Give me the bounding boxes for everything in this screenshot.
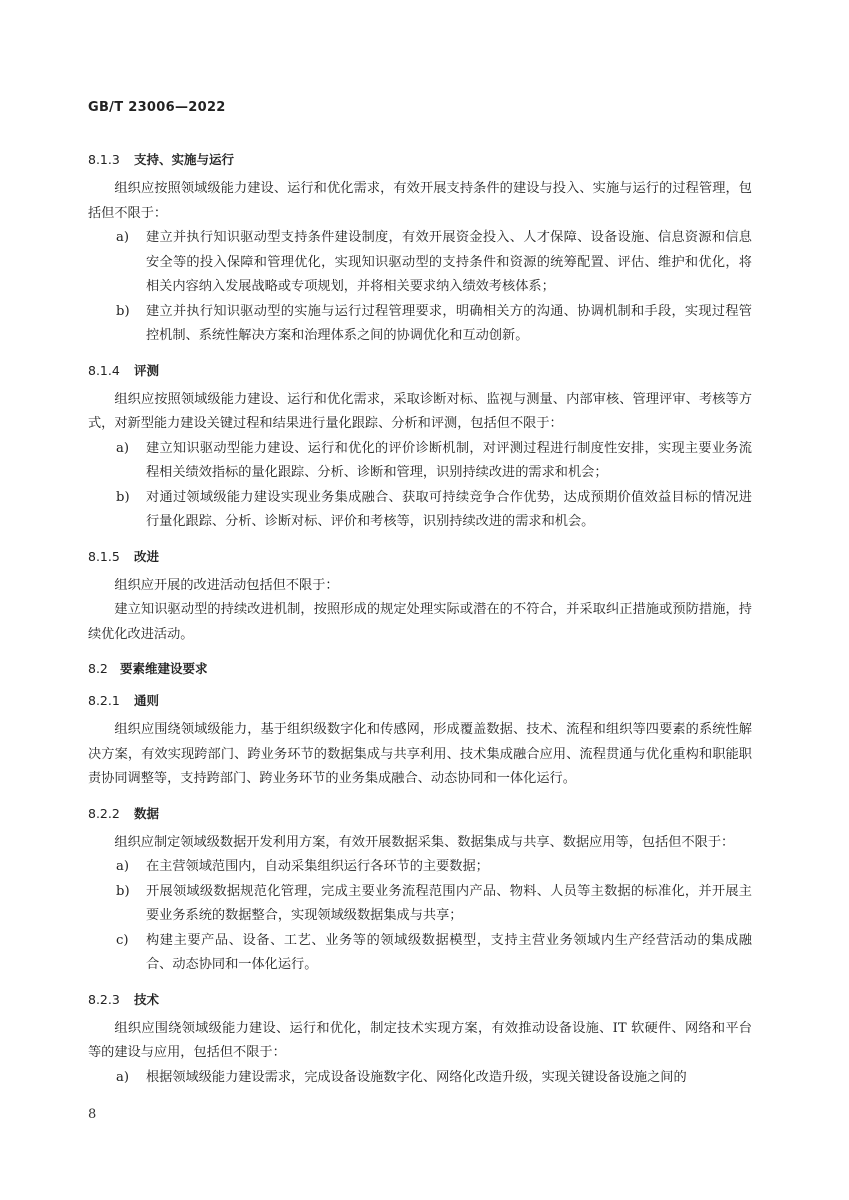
section-heading-8-1-3 — [88, 150, 752, 170]
list-item-text: 建立知识驱动型能力建设、运行和优化的评价诊断机制，对评测过程进行制度性安排，实现主要业务流程相关绩效指标的量化跟踪、分析、诊断和管理，识别持续改进的需求和机会； — [146, 440, 752, 480]
list-marker: b) — [116, 489, 130, 505]
list-item-text: 建立并执行知识驱动型支持条件建设制度，有效开展资金投入、人才保障、设备设施、信息资源和信息安全等的投入保障和管理优化，实现知识驱动型的支持条件和资源的统筹配置、评估、维护和优化，将相关内容纳入发展战略或专项规划，并将相关要求纳入绩效考核体系； — [146, 230, 752, 294]
list-marker: a) — [116, 1069, 130, 1085]
list-marker: a) — [116, 230, 130, 245]
paragraph: 组织应按照领域级能力建设、运行和优化需求，采取诊断对标、监视与测量、内部审核、管理评审、考核等方式，对新型能力建设关键过程和结果进行量化跟踪、分析和评测，包括但不限于： — [88, 391, 752, 431]
list-item-text: 对通过领域级能力建设实现业务集成融合、获取可持续竞争合作优势，达成预期价值效益目标的情况进行量化跟踪、分析、诊断对标、评价和考核等，识别持续改进的需求和机会。 — [146, 489, 752, 529]
section-number: 8.2.3 — [88, 991, 120, 1007]
list-item-text: 开展领域级数据规范化管理，完成主要业务流程范围内产品、物料、人员等主数据的标准化，并开展主要业务系统的数据整合，实现领域级数据集成与共享； — [146, 883, 752, 923]
section-heading-8-1-5 — [88, 547, 752, 567]
list-item — [88, 486, 752, 535]
section-number: 8.1.5 — [88, 548, 120, 564]
list-item — [88, 855, 752, 880]
paragraph: 组织应围绕领域级能力建设、运行和优化，制定技术实现方案，有效推动设备设施、IT 软硬件、网络和平台等的建设与应用，包括但不限于： — [88, 1020, 752, 1060]
section-number: 8.1.4 — [88, 362, 120, 378]
section-heading-8-1-4 — [88, 361, 752, 381]
section-number: 8.2.1 — [88, 693, 120, 708]
list-item — [88, 226, 752, 300]
section-number: 8.1.3 — [88, 152, 120, 167]
section-number: 8.2.2 — [88, 805, 120, 821]
list-marker: b) — [116, 883, 130, 899]
section-number: 8.2 — [88, 661, 108, 676]
list-item-text: 在主营领域范围内，自动采集组织运行各环节的主要数据； — [146, 859, 489, 874]
section-title: 支持、实施与运行 — [134, 152, 235, 167]
paragraph: 组织应开展的改进活动包括但不限于： — [114, 577, 339, 593]
standard-number-header: GB/T 23006—2022 — [88, 100, 226, 115]
paragraph: 建立知识驱动型的持续改进机制，按照形成的规定处理实际或潜在的不符合，并采取纠正措施或预防措施，持续优化改进活动。 — [88, 602, 752, 642]
section-heading-8-2-1 — [88, 691, 752, 711]
section-title: 要素维建设要求 — [120, 661, 208, 676]
page-number: 8 — [88, 1107, 97, 1122]
paragraph: 组织应制定领域级数据开发利用方案，有效开展数据采集、数据集成与共享、数据应用等，包括但不限于： — [114, 834, 735, 850]
section-title: 技术 — [134, 991, 160, 1007]
list-marker: a) — [116, 440, 130, 456]
section-heading-8-2-3 — [88, 990, 752, 1010]
list-item — [88, 929, 752, 978]
section-title: 评测 — [134, 362, 160, 378]
section-heading-8-2-2 — [88, 804, 752, 824]
paragraph: 组织应按照领域级能力建设、运行和优化需求，有效开展支持条件的建设与投入、实施与运行的过程管理，包括但不限于： — [88, 181, 752, 221]
list-marker: c) — [116, 932, 129, 948]
list-item-text: 根据领域级能力建设需求，完成设备设施数字化、网络化改造升级，实现关键设备设施之间的 — [146, 1069, 687, 1085]
list-item-text: 构建主要产品、设备、工艺、业务等的领域级数据模型，支持主营业务领域内生产经营活动的集成融合、动态协同和一体化运行。 — [146, 932, 752, 972]
section-title: 通则 — [134, 693, 160, 708]
list-item — [88, 300, 752, 349]
list-item — [88, 880, 752, 929]
list-marker: b) — [116, 303, 130, 319]
section-title: 改进 — [134, 548, 160, 564]
section-title: 数据 — [134, 805, 160, 821]
list-item — [88, 437, 752, 486]
paragraph: 组织应围绕领域级能力，基于组织级数字化和传感网，形成覆盖数据、技术、流程和组织等四要素的系统性解决方案，有效实现跨部门、跨业务环节的数据集成与共享利用、技术集成融合应用、流程贯通与优化重构和职能职责协同调整等，支持跨部门、跨业务环节的业务集成融合、动态协同和一体化运行。 — [88, 722, 752, 786]
main-content — [88, 150, 752, 1090]
section-heading-8-2 — [88, 659, 752, 679]
list-item — [88, 1066, 752, 1091]
list-marker: a) — [116, 859, 130, 874]
list-item-text: 建立并执行知识驱动型的实施与运行过程管理要求，明确相关方的沟通、协调机制和手段，实现过程管控机制、系统性解决方案和治理体系之间的协调优化和互动创新。 — [146, 303, 752, 343]
